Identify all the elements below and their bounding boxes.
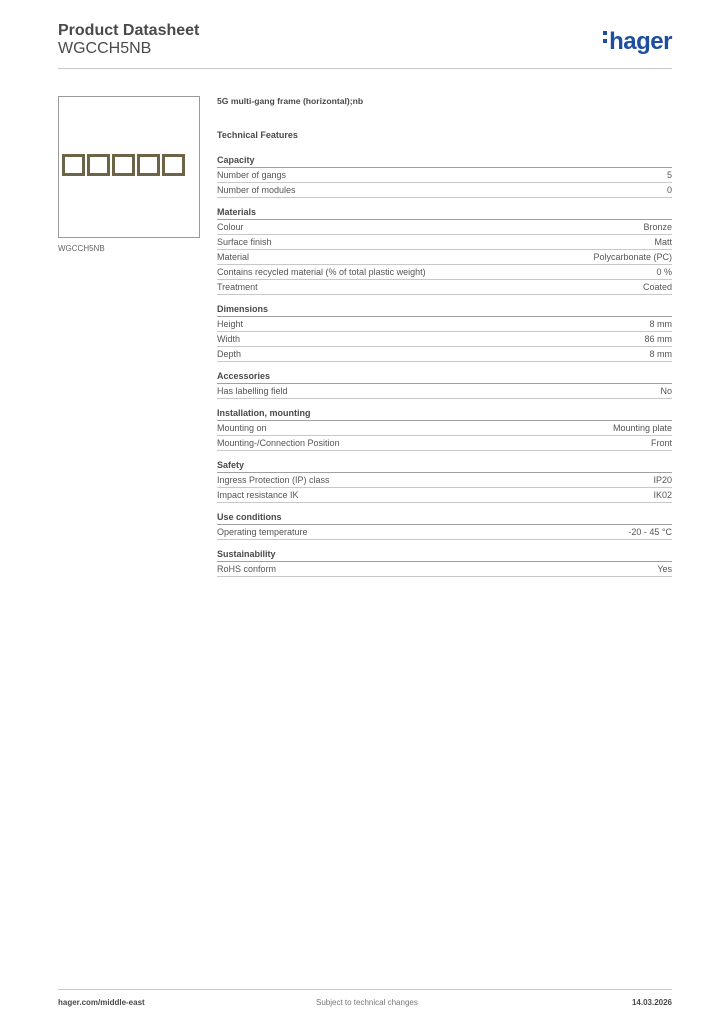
- feature-value: IK02: [653, 490, 672, 500]
- feature-label: Contains recycled material (% of total plastic weight): [217, 267, 426, 277]
- feature-row: [217, 562, 672, 577]
- feature-row: [217, 436, 672, 451]
- product-code: WGCCH5NB: [58, 40, 152, 57]
- feature-label: Ingress Protection (IP) class: [217, 475, 330, 485]
- technical-features-heading: Technical Features: [217, 130, 298, 140]
- feature-row: [217, 265, 672, 280]
- feature-label: Material: [217, 252, 250, 262]
- feature-value: 0: [666, 185, 672, 195]
- feature-value: Front: [650, 438, 672, 448]
- feature-section: [217, 303, 672, 362]
- feature-label: Mounting on: [217, 423, 267, 433]
- gang-opening: [87, 154, 110, 176]
- section-title: Sustainability: [217, 548, 672, 562]
- feature-label: Colour: [217, 222, 244, 232]
- section-title: Use conditions: [217, 511, 672, 525]
- feature-section: [217, 548, 672, 577]
- feature-sections: [217, 154, 672, 577]
- feature-row: [217, 220, 672, 235]
- section-title: Safety: [217, 459, 672, 473]
- feature-section: [217, 511, 672, 540]
- gang-opening: [112, 154, 135, 176]
- feature-row: [217, 488, 672, 503]
- feature-row: [217, 317, 672, 332]
- feature-row: [217, 347, 672, 362]
- footer-website: hager.com/middle-east: [58, 998, 145, 1007]
- feature-value: 8 mm: [649, 349, 672, 359]
- feature-row: [217, 525, 672, 540]
- feature-value: 86 mm: [644, 334, 672, 344]
- feature-value: Mounting plate: [612, 423, 672, 433]
- feature-label: Width: [217, 334, 241, 344]
- header-divider: [58, 68, 672, 69]
- feature-section: [217, 206, 672, 295]
- product-image: [58, 96, 200, 238]
- feature-label: Surface finish: [217, 237, 272, 247]
- feature-value: IP20: [653, 475, 672, 485]
- image-caption: WGCCH5NB: [58, 244, 105, 253]
- footer-notice: Subject to technical changes: [316, 998, 418, 1007]
- feature-row: [217, 235, 672, 250]
- logo-text: hager: [609, 28, 672, 55]
- feature-label: Operating temperature: [217, 527, 308, 537]
- feature-row: [217, 421, 672, 436]
- feature-row: [217, 473, 672, 488]
- feature-row: [217, 332, 672, 347]
- feature-section: [217, 370, 672, 399]
- feature-row: [217, 250, 672, 265]
- feature-label: Number of gangs: [217, 170, 287, 180]
- feature-value: Matt: [654, 237, 672, 247]
- feature-label: RoHS conform: [217, 564, 277, 574]
- feature-label: Has labelling field: [217, 386, 288, 396]
- feature-section: [217, 407, 672, 451]
- feature-section: [217, 154, 672, 198]
- section-title: Dimensions: [217, 303, 672, 317]
- footer-date: 14.03.2026: [631, 998, 672, 1007]
- feature-row: [217, 183, 672, 198]
- page-title: Product Datasheet: [58, 22, 200, 39]
- feature-label: Impact resistance IK: [217, 490, 299, 500]
- section-title: Materials: [217, 206, 672, 220]
- logo-colon-icon: [603, 28, 609, 47]
- feature-label: Depth: [217, 349, 242, 359]
- feature-label: Number of modules: [217, 185, 296, 195]
- feature-value: Yes: [657, 564, 672, 574]
- footer-divider: [58, 989, 672, 990]
- section-title: Installation, mounting: [217, 407, 672, 421]
- feature-row: [217, 384, 672, 399]
- feature-label: Mounting-/Connection Position: [217, 438, 340, 448]
- feature-value: 8 mm: [649, 319, 672, 329]
- gang-opening: [62, 154, 85, 176]
- feature-section: [217, 459, 672, 503]
- hager-logo: [603, 28, 672, 56]
- feature-value: Coated: [642, 282, 672, 292]
- feature-value: Bronze: [643, 222, 672, 232]
- gang-opening: [162, 154, 185, 176]
- technical-content: [217, 96, 672, 577]
- feature-value: 0 %: [656, 267, 672, 277]
- page-header: [58, 20, 674, 70]
- feature-label: Treatment: [217, 282, 258, 292]
- feature-row: [217, 280, 672, 295]
- feature-value: No: [660, 386, 672, 396]
- section-title: Capacity: [217, 154, 672, 168]
- product-description: 5G multi-gang frame (horizontal);nb: [217, 96, 364, 106]
- section-title: Accessories: [217, 370, 672, 384]
- feature-value: 5: [666, 170, 672, 180]
- feature-row: [217, 168, 672, 183]
- feature-value: Polycarbonate (PC): [593, 252, 672, 262]
- multi-gang-frame-picture: [62, 154, 195, 178]
- feature-value: -20 - 45 °C: [628, 527, 672, 537]
- feature-label: Height: [217, 319, 244, 329]
- gang-opening: [137, 154, 160, 176]
